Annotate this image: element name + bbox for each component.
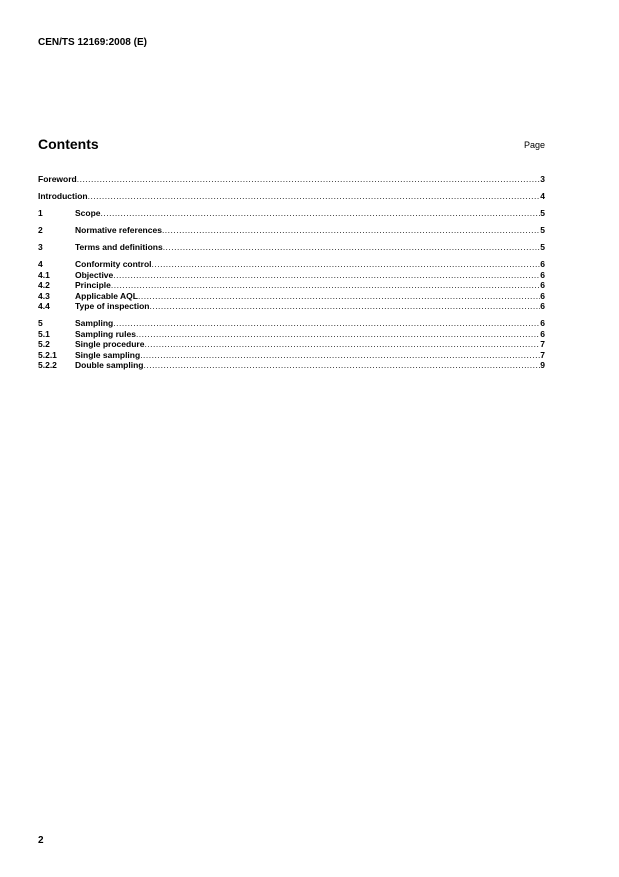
toc-entry-sampling-rules[interactable] (38, 329, 545, 340)
toc-entry-applicable-aql[interactable] (38, 291, 545, 302)
toc-entry-conformity-control[interactable] (38, 259, 545, 270)
toc-leader (113, 318, 540, 329)
toc-entry-number: 1 (38, 208, 43, 218)
toc-entry-number: 5.2.1 (38, 349, 57, 360)
toc-leader (149, 301, 540, 312)
toc-leader (162, 225, 540, 236)
toc-entry-number: 5.1 (38, 328, 50, 339)
toc-entry-page: 5 (540, 208, 545, 218)
toc-entry-title: Double sampling (75, 360, 144, 370)
toc-entry-sampling[interactable] (38, 318, 545, 329)
toc-entry-title: Foreword (38, 174, 77, 184)
toc-entry-title: Type of inspection (75, 301, 150, 311)
toc-entry-number: 4.2 (38, 280, 50, 290)
toc-entry-number: 4 (38, 259, 43, 269)
toc-entry-number: 5 (38, 318, 43, 328)
toc-entry-page: 4 (540, 191, 545, 201)
toc-entry-title: Sampling rules (75, 328, 136, 339)
toc-entry-page: 6 (540, 290, 545, 301)
toc-entry-page: 6 (540, 318, 545, 328)
toc-entry-page: 6 (540, 269, 545, 280)
toc-entry-number: 4.1 (38, 269, 50, 280)
toc-entry-title: Scope (75, 208, 101, 218)
toc-leader (77, 174, 541, 185)
toc-entry-title: Normative references (75, 225, 162, 235)
toc-leader (136, 329, 540, 340)
toc-entry-page: 6 (540, 328, 545, 339)
toc-entry-normative-references[interactable] (38, 225, 545, 236)
toc-entry-title: Conformity control (75, 259, 152, 269)
toc-entry-number: 4.4 (38, 301, 50, 311)
toc-entry-objective[interactable] (38, 270, 545, 281)
toc-leader (152, 259, 541, 270)
contents-heading: Contents (38, 136, 99, 152)
toc-entry-title: Sampling (75, 318, 114, 328)
toc-entry-page: 6 (540, 301, 545, 311)
toc-entry-page: 5 (540, 242, 545, 252)
toc-entry-introduction[interactable] (38, 191, 545, 202)
toc-entry-page: 7 (540, 339, 545, 349)
toc-entry-page: 3 (540, 174, 545, 184)
toc-entry-title: Objective (75, 269, 114, 280)
toc-entry-title: Principle (75, 280, 111, 290)
toc-entry-number: 3 (38, 242, 43, 252)
toc-entry-page: 9 (540, 360, 545, 370)
toc-entry-page: 7 (540, 349, 545, 360)
toc-entry-page: 5 (540, 225, 545, 235)
toc-entry-title: Terms and definitions (75, 242, 163, 252)
toc-entry-terms-and-definitions[interactable] (38, 242, 545, 253)
page-number: 2 (38, 835, 44, 846)
toc-leader (101, 208, 541, 219)
toc-leader (113, 270, 540, 281)
toc-leader (111, 280, 540, 291)
toc-entry-scope[interactable] (38, 208, 545, 219)
toc-entry-single-procedure[interactable] (38, 339, 545, 350)
toc-entry-foreword[interactable] (38, 174, 545, 185)
toc-leader (143, 360, 540, 371)
toc-leader (138, 291, 540, 302)
toc-entry-double-sampling[interactable] (38, 360, 545, 371)
document-id: CEN/TS 12169:2008 (E) (38, 37, 147, 48)
toc-entry-page: 6 (540, 280, 545, 290)
toc-entry-page: 6 (540, 259, 545, 269)
toc-entry-title: Single sampling (75, 349, 141, 360)
toc-entry-type-of-inspection[interactable] (38, 301, 545, 312)
toc-entry-single-sampling[interactable] (38, 350, 545, 361)
toc-entry-principle[interactable] (38, 280, 545, 291)
toc-entry-title: Applicable AQL (75, 290, 138, 301)
toc-leader (140, 350, 540, 361)
table-of-contents (38, 174, 545, 371)
toc-leader (163, 242, 541, 253)
toc-entry-title: Single procedure (75, 339, 145, 349)
toc-entry-title: Introduction (38, 191, 88, 201)
toc-leader (144, 339, 540, 350)
toc-leader (88, 191, 541, 202)
toc-entry-number: 4.3 (38, 290, 50, 301)
toc-entry-number: 2 (38, 225, 43, 235)
page-column-label: Page (523, 140, 545, 150)
toc-entry-number: 5.2.2 (38, 360, 57, 370)
toc-entry-number: 5.2 (38, 339, 50, 349)
